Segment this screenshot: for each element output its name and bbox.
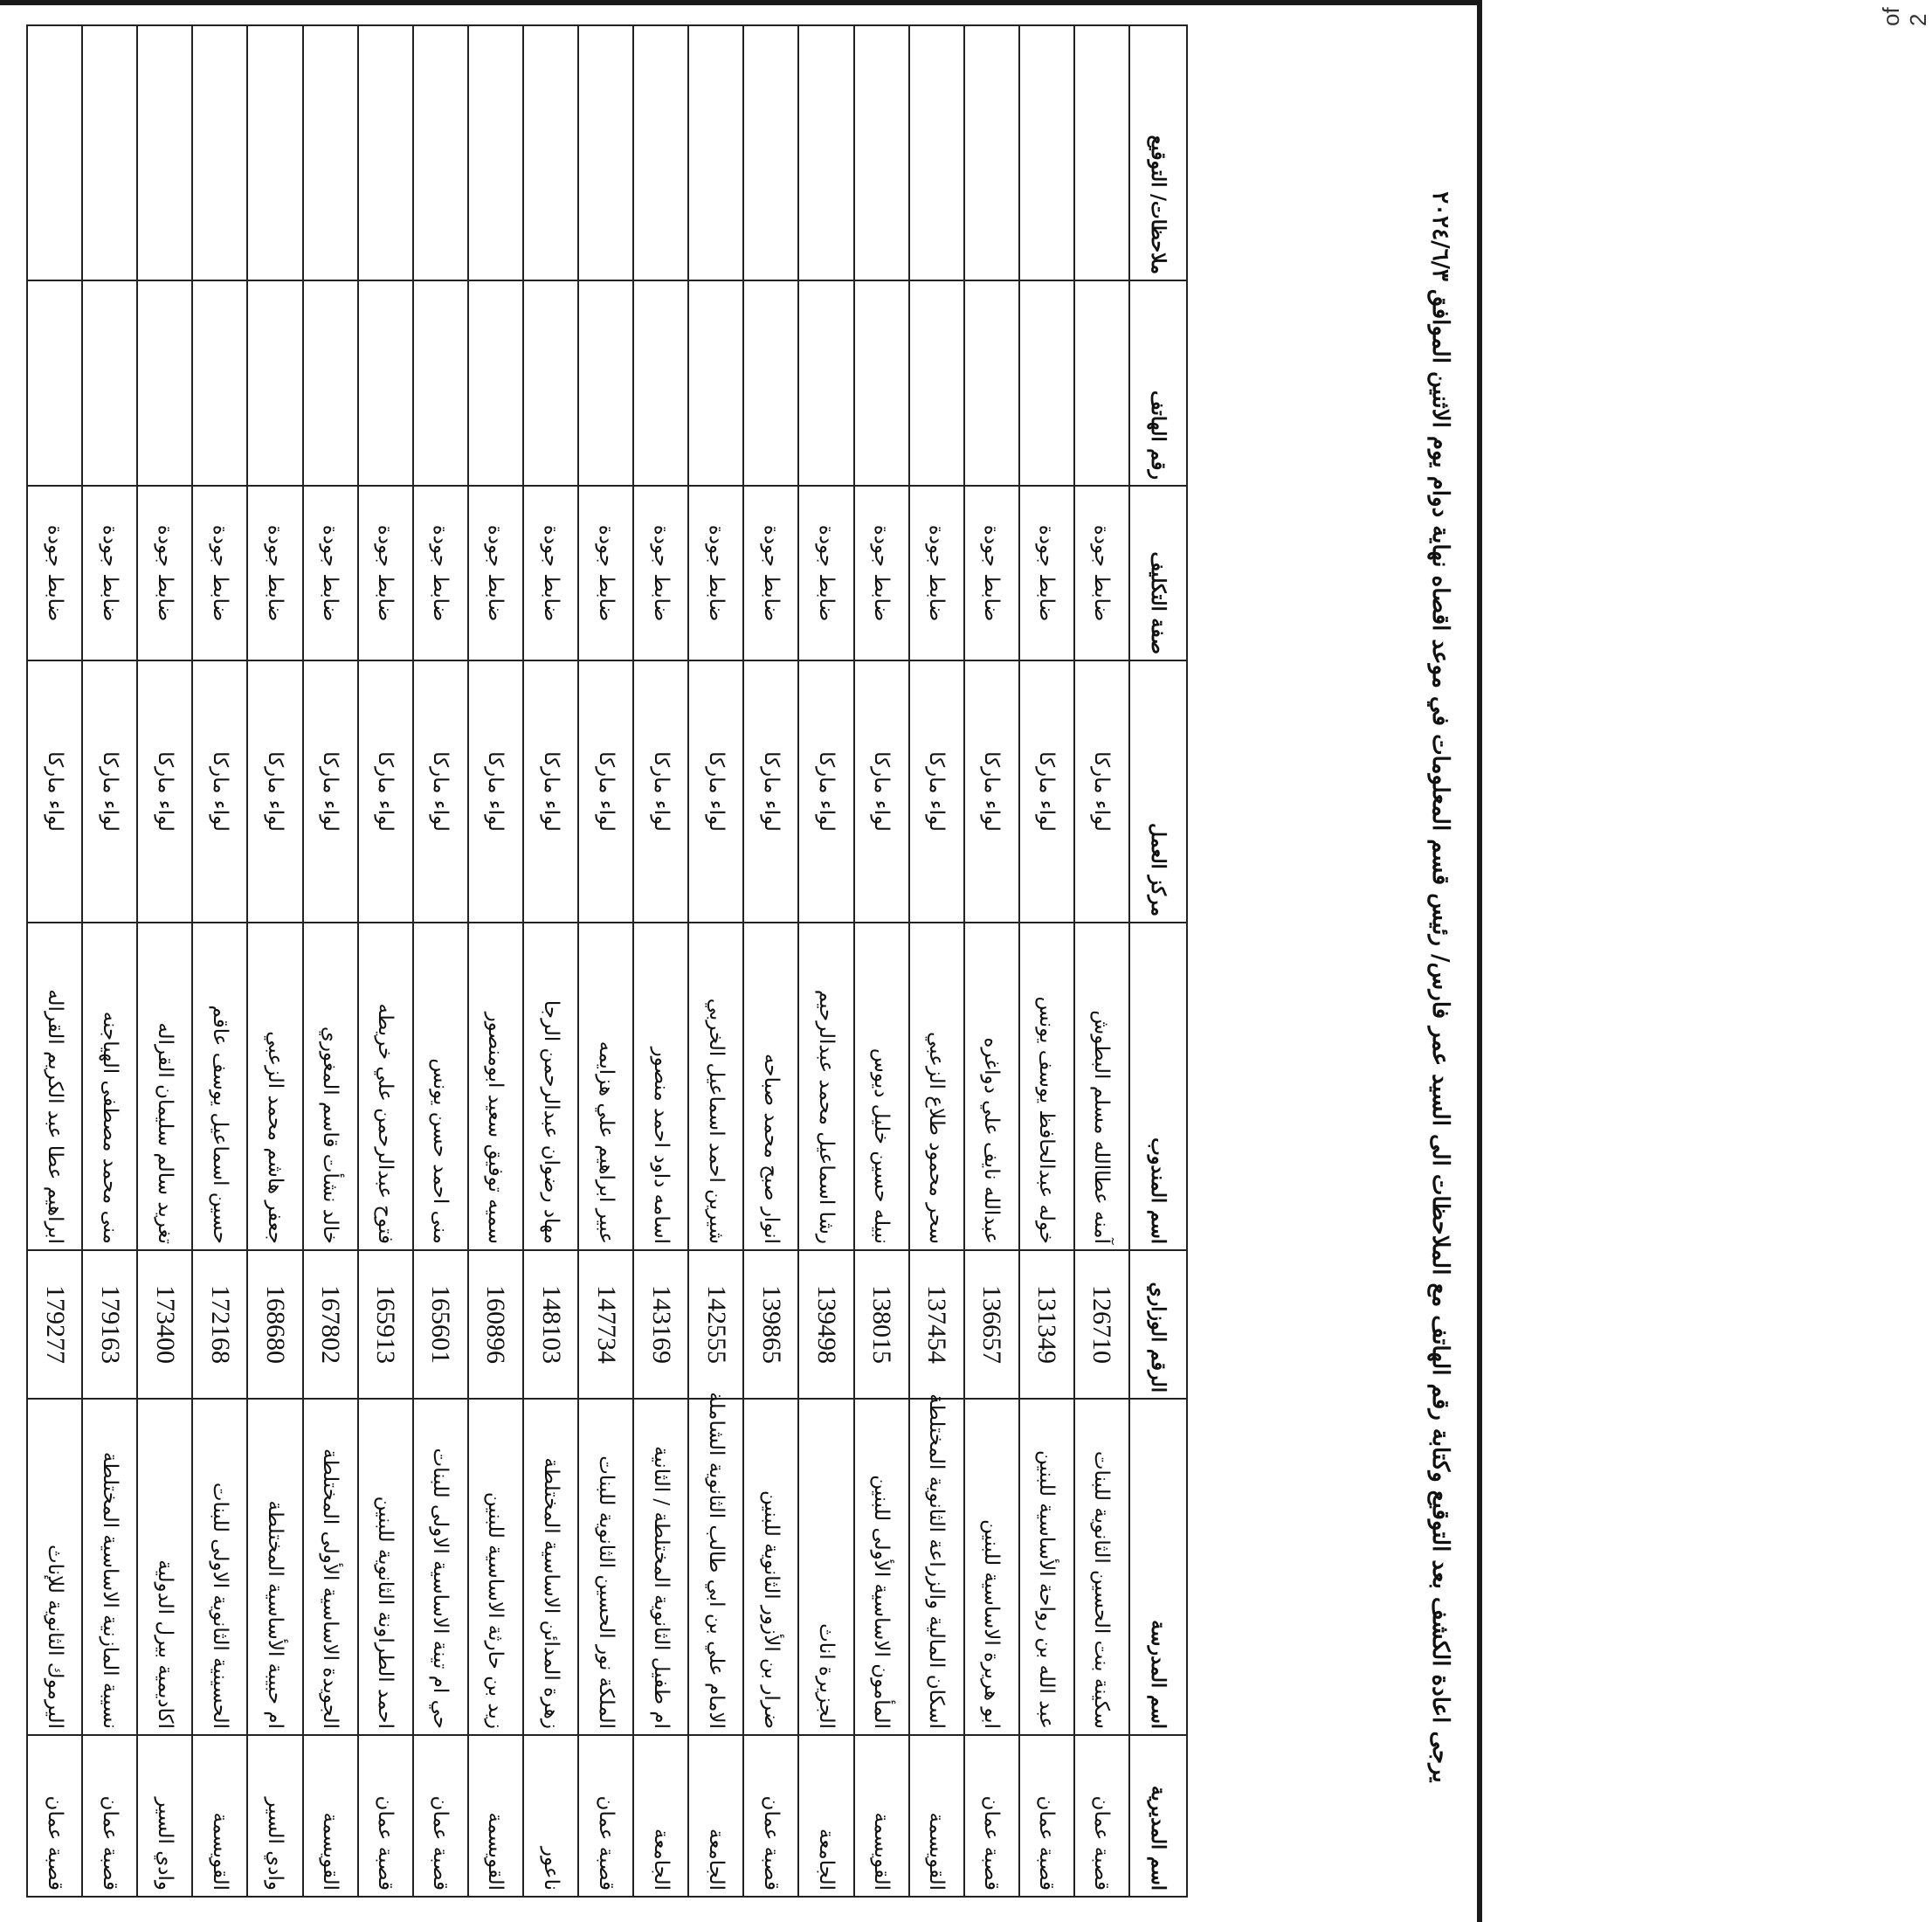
cell-notes — [688, 25, 743, 280]
cell-notes — [27, 25, 82, 280]
cell-directorate: وادي السير — [248, 1735, 303, 1897]
cell-phone — [413, 280, 468, 486]
cell-delegate: آمنه عطاالله مسلم البطوش — [1074, 923, 1129, 1250]
cell-school: الامام علي بن ابي طالب الثانوية الشاملة — [688, 1399, 743, 1735]
cell-directorate: قصبة عمان — [82, 1735, 137, 1897]
cell-work-center: لواء ماركا — [688, 660, 743, 923]
cell-phone — [909, 280, 964, 486]
cell-phone — [303, 280, 358, 486]
cell-school: سكينة بنت الحسين الثانوية للبنات — [1074, 1399, 1129, 1735]
cell-directorate: القويسمة — [303, 1735, 358, 1897]
cell-notes — [248, 25, 303, 280]
cell-delegate: عبير ابراهيم علي هزايمه — [578, 923, 633, 1250]
cell-delegate: منى محمد مصطفى الهياجنه — [82, 923, 137, 1250]
table-row — [578, 25, 633, 1897]
cell-phone — [578, 280, 633, 486]
page-indicator: of 2 — [1878, 7, 1931, 26]
cell-role: ضابط جودة — [358, 486, 413, 660]
cell-role: ضابط جودة — [964, 486, 1019, 660]
cell-directorate: ناعور — [523, 1735, 578, 1897]
cell-directorate: القويسمة — [854, 1735, 909, 1897]
cell-directorate: القويسمة — [909, 1735, 964, 1897]
cell-delegate: نبيله حسين خليل ديوس — [854, 923, 909, 1250]
cell-directorate: قصبة عمان — [1019, 1735, 1074, 1897]
cell-school: الجزيرة اناث — [798, 1399, 853, 1735]
cell-phone — [964, 280, 1019, 486]
instruction-text: يرجى اعادة الكشف بعد التوقيع وكتابة رقم الهاتف مع الملاحظات الى السيد عمر فارس/ رئيس قسم المعلومات في موعد اقصاه نهاية دوام يوم الاثنين الموافق ٢٠٢٤/٦/٣ — [1427, 191, 1453, 1783]
cell-work-center: لواء ماركا — [27, 660, 82, 923]
cell-delegate: سميه توفيق سعيد ابومنصور — [468, 923, 523, 1250]
table-row — [137, 25, 192, 1897]
cell-notes — [137, 25, 192, 280]
cell-notes — [1074, 25, 1129, 280]
cell-phone — [1074, 280, 1129, 486]
cell-role: ضابط جودة — [303, 486, 358, 660]
cell-school: عبد الله بن رواحة الأساسية للبنين — [1019, 1399, 1074, 1735]
cell-delegate: اسامه داود احمد منصور — [633, 923, 688, 1250]
cell-directorate: قصبة عمان — [358, 1735, 413, 1897]
cell-delegate: خالد نشأت قاسم المغوري — [303, 923, 358, 1250]
header-ministry-number: الرقم الوزاري — [1129, 1250, 1187, 1399]
cell-work-center: لواء ماركا — [82, 660, 137, 923]
cell-delegate: مهاد رضوان عبدالرحمن الرجا — [523, 923, 578, 1250]
cell-ministry-number: 143169 — [633, 1250, 688, 1399]
cell-phone — [523, 280, 578, 486]
cell-role: ضابط جودة — [578, 486, 633, 660]
cell-delegate: شيرين احمد اسماعيل الخربي — [688, 923, 743, 1250]
cell-phone — [27, 280, 82, 486]
cell-role: ضابط جودة — [137, 486, 192, 660]
cell-delegate: حسين اسماعيل يوسف عاقم — [192, 923, 247, 1250]
cell-ministry-number: 165601 — [413, 1250, 468, 1399]
table-row — [303, 25, 358, 1897]
cell-ministry-number: 160896 — [468, 1250, 523, 1399]
cell-directorate: قصبة عمان — [27, 1735, 82, 1897]
cell-delegate: فتوح عبدالرحمن علي خريطه — [358, 923, 413, 1250]
cell-directorate: وادي السير — [137, 1735, 192, 1897]
cell-school: نسيبة المازنية الاساسية المختلطة — [82, 1399, 137, 1735]
cell-role: ضابط جودة — [798, 486, 853, 660]
cell-ministry-number: 168680 — [248, 1250, 303, 1399]
cell-work-center: لواء ماركا — [523, 660, 578, 923]
cell-school: ام حبيبة الأساسية المختلطة — [248, 1399, 303, 1735]
cell-notes — [909, 25, 964, 280]
table-row — [27, 25, 82, 1897]
cell-directorate: قصبة عمان — [743, 1735, 798, 1897]
cell-directorate: قصبة عمان — [413, 1735, 468, 1897]
cell-work-center: لواء ماركا — [248, 660, 303, 923]
cell-phone — [358, 280, 413, 486]
header-role: صفة التكليف — [1129, 486, 1187, 660]
roster-table — [26, 24, 1188, 1898]
cell-directorate: القويسمة — [192, 1735, 247, 1897]
roster-body — [27, 25, 1129, 1897]
cell-ministry-number: 139498 — [798, 1250, 853, 1399]
cell-work-center: لواء ماركا — [1074, 660, 1129, 923]
cell-directorate: قصبة عمان — [964, 1735, 1019, 1897]
cell-work-center: لواء ماركا — [358, 660, 413, 923]
cell-notes — [578, 25, 633, 280]
cell-delegate: منى احمد حسن يونس — [413, 923, 468, 1250]
table-row — [909, 25, 964, 1897]
table-header-row — [1129, 25, 1187, 1897]
cell-school: زيد بن حارثة الاساسية للبنين — [468, 1399, 523, 1735]
cell-role: ضابط جودة — [854, 486, 909, 660]
cell-work-center: لواء ماركا — [303, 660, 358, 923]
cell-ministry-number: 136657 — [964, 1250, 1019, 1399]
cell-ministry-number: 137454 — [909, 1250, 964, 1399]
cell-phone — [468, 280, 523, 486]
cell-role: ضابط جودة — [909, 486, 964, 660]
cell-phone — [82, 280, 137, 486]
cell-notes — [798, 25, 853, 280]
table-row — [468, 25, 523, 1897]
header-school: اسم المدرسة — [1129, 1399, 1187, 1735]
table-row — [798, 25, 853, 1897]
table-row — [964, 25, 1019, 1897]
cell-notes — [413, 25, 468, 280]
cell-directorate: القويسمة — [468, 1735, 523, 1897]
cell-work-center: لواء ماركا — [743, 660, 798, 923]
cell-ministry-number: 138015 — [854, 1250, 909, 1399]
cell-work-center: لواء ماركا — [468, 660, 523, 923]
cell-school: ام طفيل الثانوية المختلطة / الثانية — [633, 1399, 688, 1735]
cell-work-center: لواء ماركا — [964, 660, 1019, 923]
cell-directorate: قصبة عمان — [578, 1735, 633, 1897]
cell-school: ضرار بن الأزور الثانوية للبنين — [743, 1399, 798, 1735]
cell-delegate: جعفر هاشم محمد الزعبي — [248, 923, 303, 1250]
table-row — [82, 25, 137, 1897]
cell-role: ضابط جودة — [192, 486, 247, 660]
cell-directorate: الجامعة — [798, 1735, 853, 1897]
cell-ministry-number: 139865 — [743, 1250, 798, 1399]
cell-school: الجويدة الاساسية الأولى المختلطة — [303, 1399, 358, 1735]
cell-phone — [633, 280, 688, 486]
header-phone: رقم الهاتف — [1129, 280, 1187, 486]
cell-phone — [137, 280, 192, 486]
table-row — [192, 25, 247, 1897]
cell-role: ضابط جودة — [413, 486, 468, 660]
cell-phone — [854, 280, 909, 486]
cell-role: ضابط جودة — [468, 486, 523, 660]
cell-phone — [798, 280, 853, 486]
cell-directorate: الجامعة — [688, 1735, 743, 1897]
cell-school: الحسينية الثانوية الاولى للبنات — [192, 1399, 247, 1735]
cell-notes — [1019, 25, 1074, 280]
cell-role: ضابط جودة — [523, 486, 578, 660]
cell-school: ابو هريرة الاساسية للبنين — [964, 1399, 1019, 1735]
cell-work-center: لواء ماركا — [633, 660, 688, 923]
table-row — [358, 25, 413, 1897]
cell-work-center: لواء ماركا — [854, 660, 909, 923]
table-row — [743, 25, 798, 1897]
cell-delegate: سحر محمود طلاع الزعبي — [909, 923, 964, 1250]
header-notes: ملاحظات/ التوقيع — [1129, 25, 1187, 280]
cell-work-center: لواء ماركا — [798, 660, 853, 923]
cell-work-center: لواء ماركا — [1019, 660, 1074, 923]
header-delegate: اسم المندوب — [1129, 923, 1187, 1250]
cell-ministry-number: 165913 — [358, 1250, 413, 1399]
cell-role: ضابط جودة — [743, 486, 798, 660]
cell-role: ضابط جودة — [248, 486, 303, 660]
cell-directorate: قصبة عمان — [1074, 1735, 1129, 1897]
table-row — [854, 25, 909, 1897]
cell-ministry-number: 148103 — [523, 1250, 578, 1399]
cell-ministry-number: 142555 — [688, 1250, 743, 1399]
cell-notes — [82, 25, 137, 280]
cell-ministry-number: 167802 — [303, 1250, 358, 1399]
table-row — [413, 25, 468, 1897]
cell-ministry-number: 126710 — [1074, 1250, 1129, 1399]
cell-ministry-number: 131349 — [1019, 1250, 1074, 1399]
cell-work-center: لواء ماركا — [413, 660, 468, 923]
cell-ministry-number: 179277 — [27, 1250, 82, 1399]
cell-phone — [688, 280, 743, 486]
table-row — [523, 25, 578, 1897]
cell-notes — [358, 25, 413, 280]
cell-phone — [1019, 280, 1074, 486]
cell-phone — [743, 280, 798, 486]
cell-delegate: رشا اسماعيل محمد عبدالرحيم — [798, 923, 853, 1250]
cell-delegate: تغريد سالم سليمان القراله — [137, 923, 192, 1250]
cell-notes — [633, 25, 688, 280]
cell-notes — [303, 25, 358, 280]
cell-role: ضابط جودة — [1074, 486, 1129, 660]
cell-role: ضابط جودة — [688, 486, 743, 660]
cell-school: اكاديمية بيرل الدولية — [137, 1399, 192, 1735]
cell-phone — [192, 280, 247, 486]
cell-ministry-number: 147734 — [578, 1250, 633, 1399]
cell-school: الملكة نور الحسين الثانوية للبنات — [578, 1399, 633, 1735]
cell-work-center: لواء ماركا — [578, 660, 633, 923]
cell-role: ضابط جودة — [633, 486, 688, 660]
cell-notes — [468, 25, 523, 280]
cell-ministry-number: 173400 — [137, 1250, 192, 1399]
table-row — [1019, 25, 1074, 1897]
cell-role: ضابط جودة — [82, 486, 137, 660]
cell-school: زهرة المدائن الاساسية المختلطة — [523, 1399, 578, 1735]
cell-delegate: خوله عبدالحافظ يوسف يونس — [1019, 923, 1074, 1250]
cell-school: احمد الطراونة الثانوية للبنين — [358, 1399, 413, 1735]
table-row — [688, 25, 743, 1897]
cell-notes — [854, 25, 909, 280]
table-row — [633, 25, 688, 1897]
cell-work-center: لواء ماركا — [909, 660, 964, 923]
cell-notes — [523, 25, 578, 280]
cell-notes — [743, 25, 798, 280]
cell-notes — [192, 25, 247, 280]
table-row — [1074, 25, 1129, 1897]
cell-ministry-number: 172168 — [192, 1250, 247, 1399]
cell-school: اسكان المالية والزراعة الثانوية المختلطة — [909, 1399, 964, 1735]
cell-phone — [248, 280, 303, 486]
header-work-center: مركز العمل — [1129, 660, 1187, 923]
cell-role: ضابط جودة — [1019, 486, 1074, 660]
cell-delegate: انوار صبح محمد صباحه — [743, 923, 798, 1250]
cell-school: المأمون الاساسية الأولى للبنين — [854, 1399, 909, 1735]
table-row — [248, 25, 303, 1897]
cell-ministry-number: 179163 — [82, 1250, 137, 1399]
cell-school: اليرموك الثانوية للإناث — [27, 1399, 82, 1735]
header-directorate: اسم المديرية — [1129, 1735, 1187, 1897]
cell-delegate: عبدالله نايف علي دواغره — [964, 923, 1019, 1250]
cell-school: حي ام تينة الاساسية الاولى للبنات — [413, 1399, 468, 1735]
cell-delegate: ابراهيم عطا عبد الكريم القراله — [27, 923, 82, 1250]
cell-directorate: الجامعة — [633, 1735, 688, 1897]
cell-work-center: لواء ماركا — [137, 660, 192, 923]
cell-work-center: لواء ماركا — [192, 660, 247, 923]
cell-role: ضابط جودة — [27, 486, 82, 660]
cell-notes — [964, 25, 1019, 280]
